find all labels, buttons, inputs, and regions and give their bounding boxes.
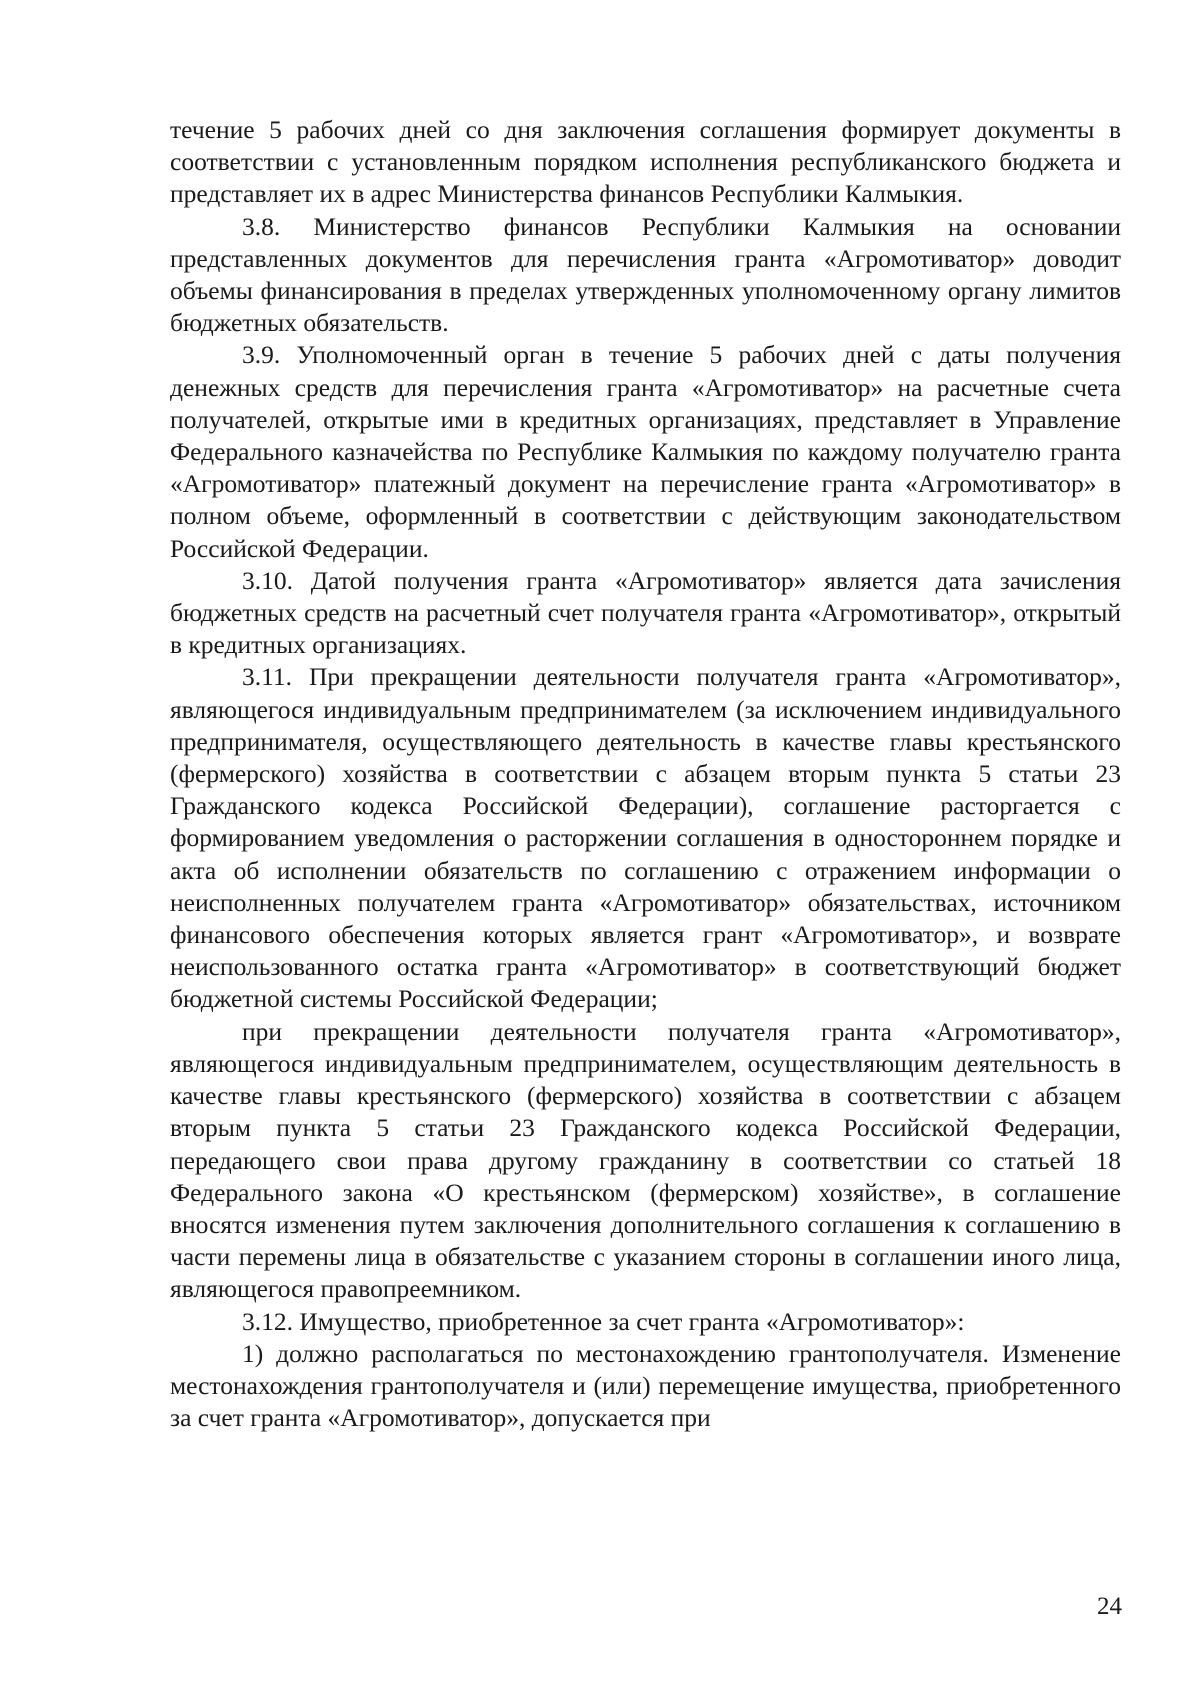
paragraph-3-8: 3.8. Министерство финансов Республики Калмыкия на основании представленных документов для перечисления гранта «Агромотиватор» доводит объемы финансирования в пределах утвержденных уполномоченному органу лимитов бюджетных обязательств. [170, 211, 1121, 338]
page-number: 24 [1097, 1593, 1122, 1620]
paragraph-3-11: 3.11. При прекращении деятельности получателя гранта «Агромотиватор», являющегося индивидуальным предпринимателем (за исключением индивидуального предпринимателя, осуществляющего деятельность в качестве главы крестьянского (фермерского) хозяйства в соответствии с абзацем вторым пункта 5 статьи 23 Гражданского кодекса Российской Федерации), соглашение расторгается с формированием уведомления о расторжении соглашения в одностороннем порядке и акта об исполнении обязательств по соглашению с отражением информации о неисполненных получателем гранта «Агромотиватор» обязательствах, источником финансового обеспечения которых является грант «Агромотиватор», и возврате неиспользованного остатка гранта «Агромотиватор» в соответствующий бюджет бюджетной системы Российской Федерации; [170, 662, 1121, 1014]
paragraph-3-12-item-1: 1) должно располагаться по местонахождению грантополучателя. Изменение местонахождения грантополучателя и (или) перемещение имущества, приобретенного за счет гранта «Агромотиватор», допускается при [170, 1338, 1121, 1433]
paragraph-3-10: 3.10. Датой получения гранта «Агромотиватор» является дата зачисления бюджетных средств на расчетный счет получателя гранта «Агромотиватор», открытый в кредитных организациях. [170, 565, 1121, 660]
paragraph-3-11-second: при прекращении деятельности получателя гранта «Агромотиватор», являющегося индивидуальным предпринимателем, осуществляющим деятельность в качестве главы крестьянского (фермерского) хозяйства в соответствии с абзацем вторым пункта 5 статьи 23 Гражданского кодекса Российской Федерации, передающего свои права другому гражданину в соответствии со статьей 18 Федерального закона «О крестьянском (фермерском) хозяйстве», в соглашение вносятся изменения путем заключения дополнительного соглашения к соглашению в части перемены лица в обязательстве с указанием стороны в соглашении иного лица, являющегося правопреемником. [170, 1016, 1121, 1304]
document-body [170, 114, 1121, 1434]
paragraph-continuation: течение 5 рабочих дней со дня заключения соглашения формирует документы в соответствии с установленным порядком исполнения республиканского бюджета и представляет их в адрес Министерства финансов Республики Калмыкия. [170, 115, 1121, 209]
paragraph-3-9: 3.9. Уполномоченный орган в течение 5 рабочих дней с даты получения денежных средств для перечисления гранта «Агромотиватор» на расчетные счета получателей, открытые ими в кредитных организациях, представляет в Управление Федерального казначейства по Республике Калмыкия по каждому получателю гранта «Агромотиватор» платежный документ на перечисление гранта «Агромотиватор» в полном объеме, оформленный в соответствии с действующим законодательством Российской Федерации. [170, 340, 1121, 563]
paragraph-3-12: 3.12. Имущество, приобретенное за счет гранта «Агромотиватор»: [242, 1306, 965, 1336]
